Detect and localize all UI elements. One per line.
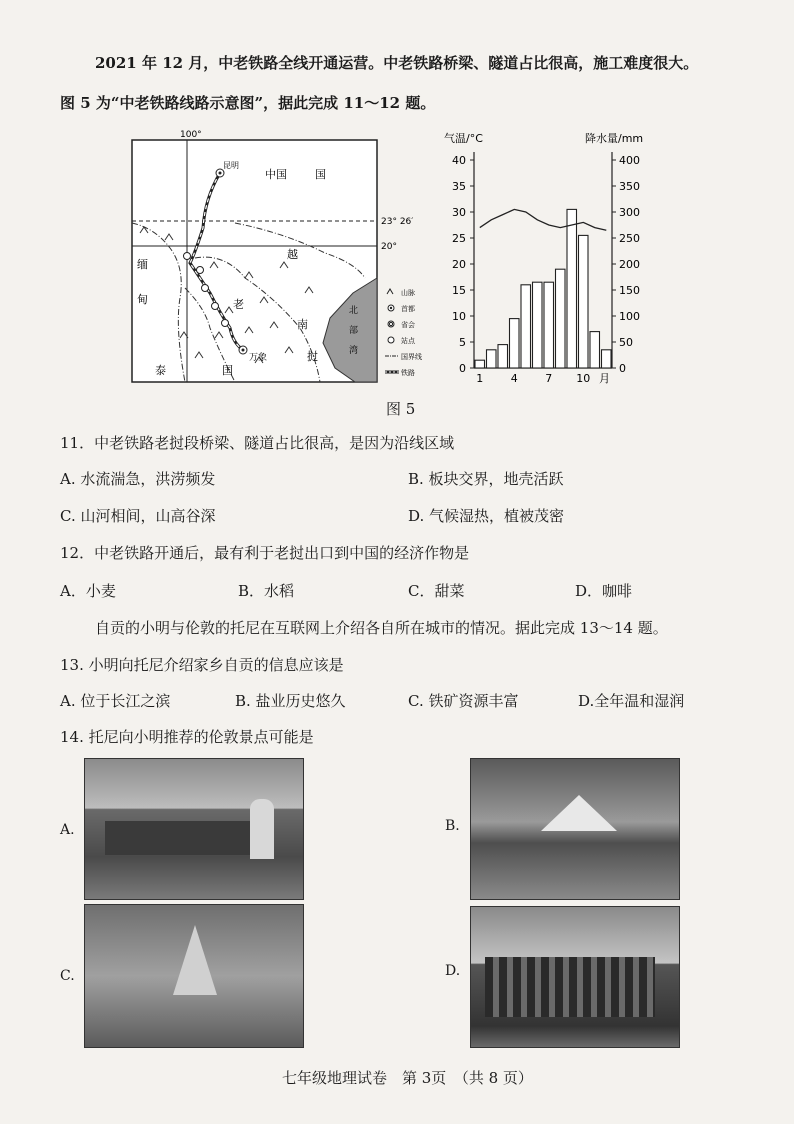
map-lat1-label: 23° 26′ — [381, 217, 414, 227]
intro-line-1: 2021 年 12 月，中老铁路全线开通运营。中老铁路桥梁、隧道占比很高，施工难度很大。 — [95, 54, 699, 72]
precip-bar — [521, 285, 531, 368]
q12-option-d: D．咖啡 — [575, 582, 633, 600]
label-gulf-3: 湾 — [349, 346, 359, 356]
page-footer: 七年级地理试卷 第 3页 （共 8 页） — [282, 1069, 533, 1087]
q12-option-b: B．水稻 — [238, 582, 295, 600]
intro-2: 自贡的小明与伦敦的托尼在互联网上介绍各自所在城市的情况。据此完成 13～14 题。 — [95, 619, 668, 637]
q13-option-c: C. 铁矿资源丰富 — [408, 692, 519, 710]
label-vientiane: 万象 — [249, 353, 268, 363]
right-tick-label: 100 — [619, 310, 640, 323]
photo-mount-fuji — [470, 758, 680, 900]
label-vietnam-2: 南 — [297, 318, 308, 331]
q11-option-d: D. 气候湿热，植被茂密 — [408, 507, 565, 525]
left-tick-label: 20 — [452, 258, 466, 271]
q12-stem: 12．中老铁路开通后，最有利于老挝出口到中国的经济作物是 — [60, 544, 470, 562]
map-lat2-label: 20° — [381, 242, 397, 252]
figure-caption: 图 5 — [386, 400, 416, 418]
precip-bar — [579, 235, 589, 368]
right-tick-label: 200 — [619, 258, 640, 271]
precip-bar — [498, 345, 508, 368]
x-tick-label: 1 — [476, 372, 484, 385]
x-tick-label: 10 — [576, 372, 591, 385]
svg-text:省会: 省会 — [401, 321, 415, 329]
right-tick-label: 150 — [619, 284, 640, 297]
left-tick-label: 30 — [452, 206, 466, 219]
svg-text:站点: 站点 — [401, 337, 415, 345]
q14-option-c-label: C. — [60, 968, 75, 984]
label-kunming: 昆明 — [223, 161, 239, 170]
q13-option-a: A. 位于长江之滨 — [60, 692, 171, 710]
railway-map — [125, 128, 425, 388]
right-tick-label: 400 — [619, 154, 640, 167]
precip-bar — [510, 319, 520, 368]
q14-option-b-label: B. — [445, 818, 460, 834]
q12-option-c: C．甜菜 — [408, 582, 465, 600]
q11-option-c: C. 山河相间，山高谷深 — [60, 507, 216, 525]
right-tick-label: 250 — [619, 232, 640, 245]
q14-option-d-label: D. — [445, 963, 461, 979]
q12-option-a: A．小麦 — [60, 582, 116, 600]
q14-stem: 14. 托尼向小明推荐的伦敦景点可能是 — [60, 728, 314, 746]
right-tick-label: 300 — [619, 206, 640, 219]
svg-text:首都: 首都 — [401, 305, 415, 313]
label-laos-2: 挝 — [307, 350, 318, 363]
q11-stem: 11．中老铁路老挝段桥梁、隧道占比很高，是因为沿线区域 — [60, 434, 455, 452]
label-myanmar-1: 缅 — [137, 258, 148, 271]
label-myanmar-2: 甸 — [137, 293, 148, 306]
intro-line-2: 图 5 为“中老铁路线路示意图”，据此完成 11～12 题。 — [60, 94, 436, 112]
y-right-label: 降水量/mm — [585, 132, 644, 145]
x-unit-label: 月 — [599, 372, 610, 385]
q13-option-d: D.全年温和湿润 — [578, 692, 685, 710]
svg-text:铁路: 铁路 — [401, 369, 415, 377]
precip-bar — [533, 282, 543, 368]
left-tick-label: 10 — [452, 310, 466, 323]
left-tick-label: 0 — [459, 362, 466, 375]
climate-chart — [440, 128, 665, 388]
label-gulf-2: 部 — [349, 326, 359, 336]
left-tick-label: 35 — [452, 180, 466, 193]
label-china-2: 国 — [315, 168, 326, 181]
photo-colosseum — [470, 906, 680, 1048]
map-lon-label: 100° — [180, 130, 202, 140]
precip-bar — [590, 332, 600, 368]
photo-buckingham-palace — [84, 758, 304, 900]
temperature-line — [480, 209, 607, 230]
q13-stem: 13. 小明向托尼介绍家乡自贡的信息应该是 — [60, 656, 344, 674]
label-laos: 老 — [233, 298, 244, 311]
left-tick-label: 15 — [452, 284, 466, 297]
q11-option-a: A. 水流湍急，洪涝频发 — [60, 470, 216, 488]
x-tick-label: 7 — [545, 372, 553, 385]
precip-bar — [556, 269, 566, 368]
q13-option-b: B. 盐业历史悠久 — [235, 692, 346, 710]
right-tick-label: 350 — [619, 180, 640, 193]
label-gulf-1: 北 — [349, 306, 359, 316]
q11-option-b: B. 板块交界，地壳活跃 — [408, 470, 564, 488]
svg-text:国界线: 国界线 — [401, 353, 422, 361]
left-tick-label: 25 — [452, 232, 466, 245]
precip-bar — [487, 350, 497, 368]
photo-shwedagon-pagoda — [84, 904, 304, 1048]
right-tick-label: 50 — [619, 336, 633, 349]
svg-text:山脉: 山脉 — [401, 289, 415, 297]
label-thailand-2: 国 — [222, 364, 233, 377]
precip-bar — [475, 360, 485, 368]
left-tick-label: 5 — [459, 336, 466, 349]
label-vietnam-1: 越 — [287, 248, 298, 261]
q14-option-a-label: A. — [60, 822, 75, 838]
left-tick-label: 40 — [452, 154, 466, 167]
label-thailand-1: 泰 — [155, 364, 166, 377]
precip-bar — [544, 282, 554, 368]
right-tick-label: 0 — [619, 362, 626, 375]
y-left-label: 气温/°C — [444, 132, 483, 145]
precip-bar — [567, 209, 577, 368]
x-tick-label: 4 — [510, 372, 518, 385]
map-legend — [385, 288, 422, 377]
label-china: 中国 — [265, 168, 287, 181]
precip-bar — [602, 350, 612, 368]
